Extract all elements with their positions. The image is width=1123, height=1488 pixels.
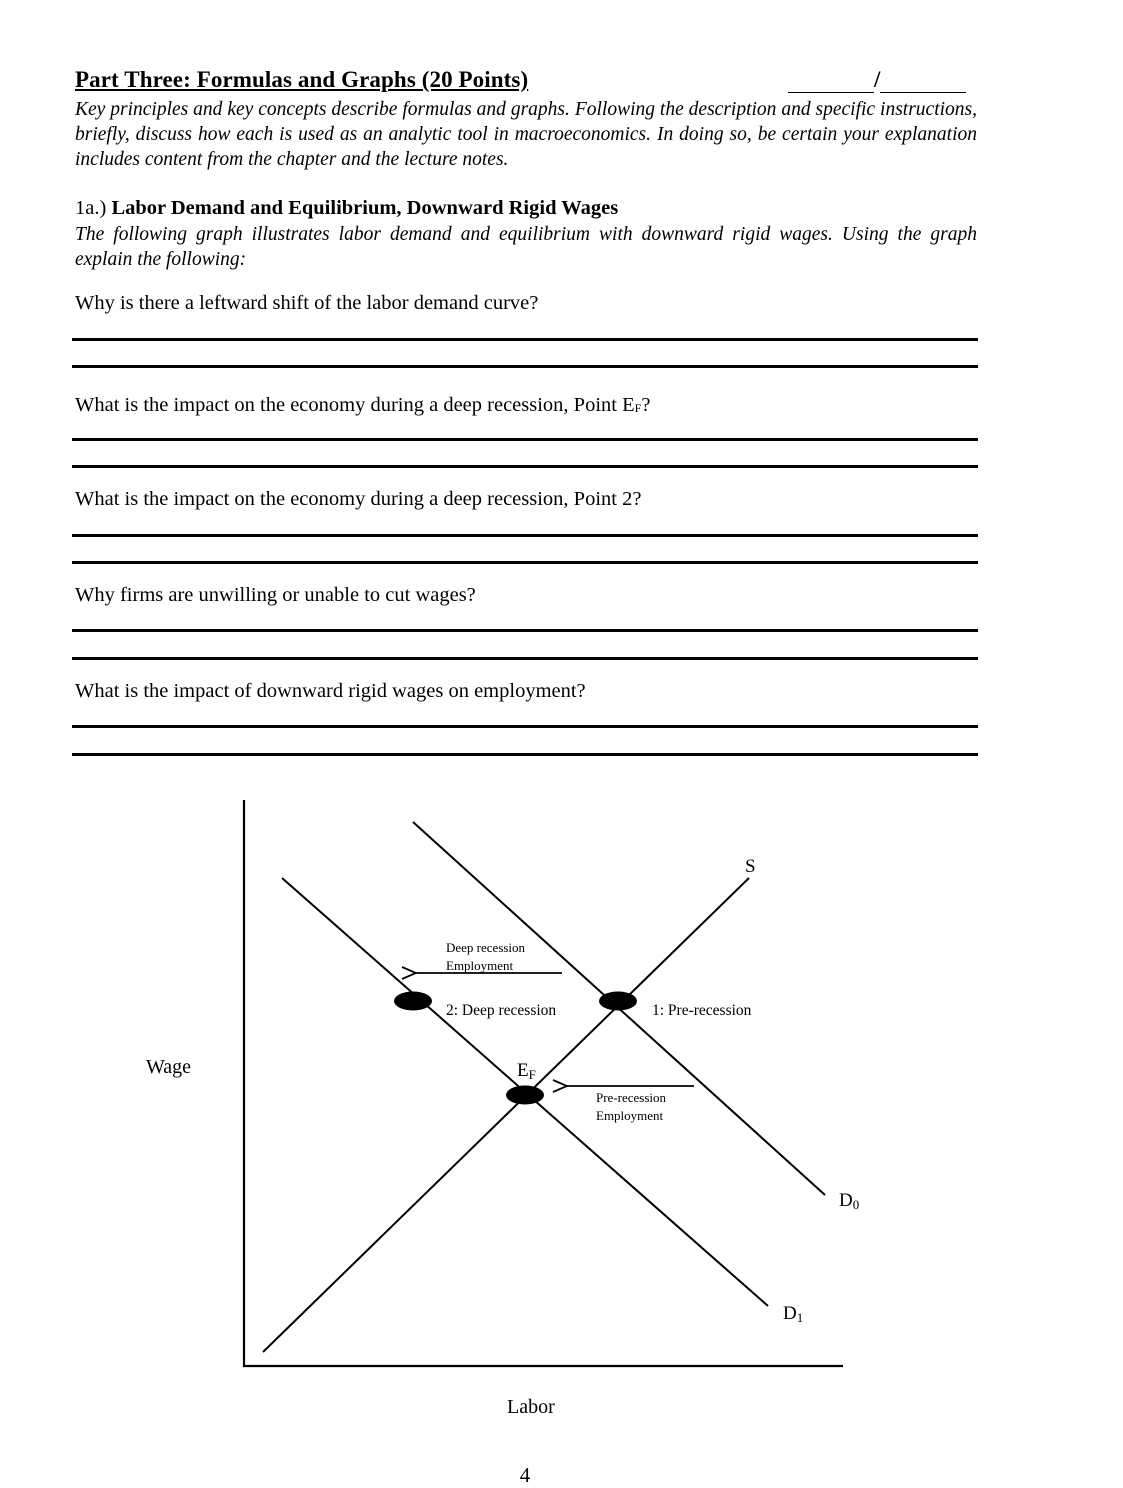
d0-label-main: D [839,1190,853,1211]
question-2-suffix: ? [641,394,651,416]
deep-recession-annotation-line-1: Deep recession [446,940,526,955]
point-ef-label [517,1060,536,1082]
y-axis-label: Wage [146,1056,192,1078]
section-description: The following graph illustrates labor demand and equilibrium with downward rigid wages. Using the graph explain the following: [75,224,977,270]
question-4: Why firms are unwilling or unable to cut wages? [75,584,476,606]
point-1-label: 1: Pre-recession [652,1002,752,1019]
score-separator: / [874,67,881,92]
x-axis-label: Labor [507,1396,555,1418]
question-5: What is the impact of downward rigid wages on employment? [75,680,586,702]
demand-curve-d1-label [783,1303,803,1325]
d1-label-main: D [783,1303,797,1324]
page-number: 4 [519,1463,531,1487]
ef-label-subscript: F [528,1067,536,1082]
pre-recession-annotation-line-2: Employment [596,1108,664,1123]
section-number: 1a.) [75,197,107,219]
section-title: Labor Demand and Equilibrium, Downward Rigid Wages [111,197,619,219]
pre-recession-annotation-line-1: Pre-recession [596,1090,667,1105]
question-3: What is the impact on the economy during a deep recession, Point 2? [75,488,642,510]
supply-curve-label: S [745,856,756,877]
page-title: Part Three: Formulas and Graphs (20 Points) [75,67,529,92]
question-2-subscript: F [634,401,642,415]
d1-label-subscript: 1 [796,1310,804,1325]
demand-curve-d0-label [839,1190,859,1212]
question-2-text: What is the impact on the economy during a deep recession, Point E [75,394,635,416]
point-1-pre-recession-marker [599,992,637,1011]
instructions-paragraph: Key principles and key concepts describe formulas and graphs. Following the description and specific instructions, briefly, discuss how each is used as an analytic tool in macroeconomics. In doing so, be certain your explanation includes content from the chapter and the lecture notes. [75,99,977,170]
ef-label-main: E [517,1060,529,1081]
deep-recession-annotation-line-2: Employment [446,958,514,973]
question-1: Why is there a leftward shift of the labor demand curve? [75,292,539,314]
point-2-label: 2: Deep recession [446,1002,557,1019]
d0-label-subscript: 0 [852,1197,860,1212]
point-ef-marker [506,1086,544,1105]
point-2-deep-recession-marker [394,992,432,1011]
